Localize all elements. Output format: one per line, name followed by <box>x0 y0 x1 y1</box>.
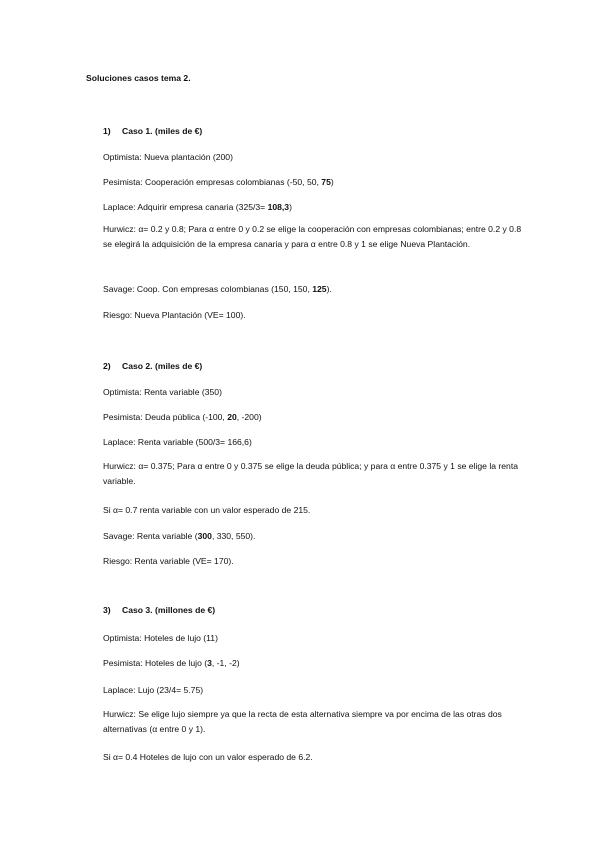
case-2-heading <box>103 361 202 371</box>
case-2-laplace: Laplace: Renta variable (500/3= 166,6) <box>103 437 252 447</box>
case-2-example: Si α= 0.7 renta variable con un valor esperado de 215. <box>103 505 311 515</box>
case-1-savage: Savage: Coop. Con empresas colombianas (150, 150, 125). <box>103 284 332 294</box>
case-unit: (miles de €) <box>154 126 203 136</box>
case-3-laplace: Laplace: Lujo (23/4= 5.75) <box>103 685 204 695</box>
case-number: 2) <box>103 361 111 371</box>
case-number: 3) <box>103 605 111 615</box>
case-label: Caso 1. <box>122 126 153 136</box>
case-1-pesimista: Pesimista: Cooperación empresas colombianas (-50, 50, 75) <box>103 177 334 187</box>
case-1-riesgo: Riesgo: Nueva Plantación (VE= 100). <box>103 310 246 320</box>
case-label: Caso 2. <box>122 361 153 371</box>
case-1-laplace: Laplace: Adquirir empresa canaria (325/3= 108,3) <box>103 202 292 212</box>
case-2-savage: Savage: Renta variable (300, 330, 550). <box>103 531 256 541</box>
case-1-heading <box>103 126 202 136</box>
case-1-hurwicz: Hurwicz: α= 0.2 y 0.8; Para α entre 0 y 0.2 se elige la cooperación con empresas colombianas; entre 0.2 y 0.8 se elegirá la adquisición de la empresa canaria y para α entre 0.8 y 1 se elige Nueva Plantación. <box>103 224 522 249</box>
case-number: 1) <box>103 126 111 136</box>
case-2-hurwicz: Hurwicz: α= 0.375; Para α entre 0 y 0.375 se elige la deuda pública; y para α entre 0.375 y 1 se elige la renta variable. <box>103 461 519 486</box>
case-3-optimista: Optimista: Hoteles de lujo (11) <box>103 633 218 643</box>
case-unit: (millones de €) <box>154 605 216 615</box>
case-label: Caso 3. <box>122 605 153 615</box>
case-2-pesimista: Pesimista: Deuda pública (-100, 20, -200) <box>103 412 262 422</box>
case-3-heading <box>103 605 215 615</box>
document-title: Soluciones casos tema 2. <box>86 73 191 83</box>
case-2-optimista: Optimista: Renta variable (350) <box>103 387 222 397</box>
case-1-optimista: Optimista: Nueva plantación (200) <box>103 152 233 162</box>
case-unit: (miles de €) <box>154 361 203 371</box>
case-2-riesgo: Riesgo: Renta variable (VE= 170). <box>103 556 234 566</box>
case-3-hurwicz: Hurwicz: Se elige lujo siempre ya que la recta de esta alternativa siempre va por encima de las otras dos alternativas (α entre 0 y 1). <box>103 709 502 734</box>
case-3-example: Si α= 0.4 Hoteles de lujo con un valor esperado de 6.2. <box>103 752 313 762</box>
case-3-pesimista: Pesimista: Hoteles de lujo (3, -1, -2) <box>103 658 240 668</box>
